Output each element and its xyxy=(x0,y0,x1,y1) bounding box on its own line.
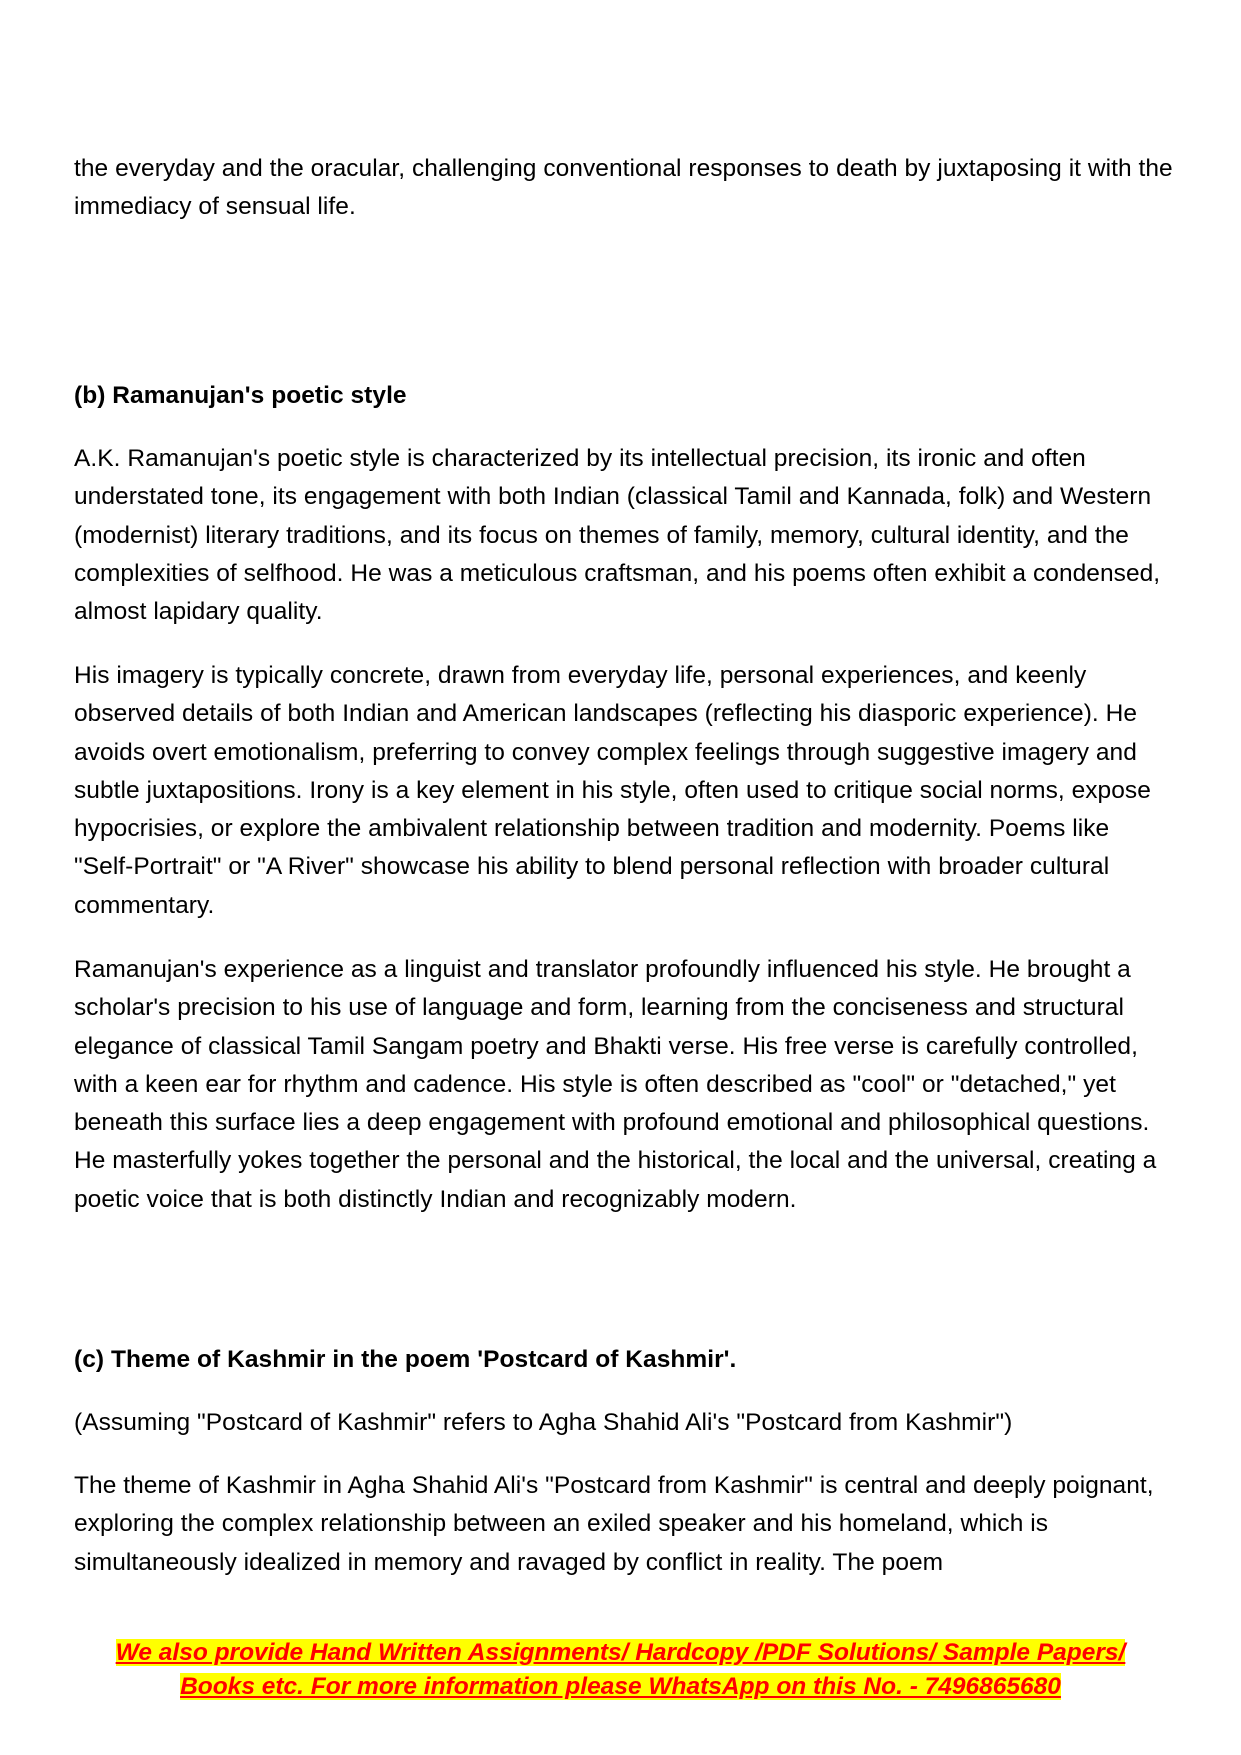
section-c-paragraph-1: (Assuming "Postcard of Kashmir" refers to Agha Shahid Ali's "Postcard from Kashmir") xyxy=(74,1409,1013,1436)
section-b-paragraph-1: A.K. Ramanujan's poetic style is characterized by its intellectual precision, its ironic and often understated tone, its engagement with both Indian (classical Tamil and Kannada, folk) and Western (modernist) literary traditions, and its focus on themes of family, memory, cultural identity, and the complexities of selfhood. He was a meticulous craftsman, and his poems often exhibit a condensed, almost lapidary quality. xyxy=(74,445,1161,626)
section-b-heading: (b) Ramanujan's poetic style xyxy=(74,382,407,409)
document-page xyxy=(74,150,1174,1576)
section-c-paragraph-2: The theme of Kashmir in Agha Shahid Ali's "Postcard from Kashmir" is central and deeply poignant, exploring the complex relationship between an exiled speaker and his homeland, which is simultaneously idealized in memory and ravaged by conflict in reality. The poem xyxy=(74,1472,1154,1576)
footer-line-2: Books etc. For more information please WhatsApp on this No. - 7496865680 xyxy=(180,1673,1061,1700)
section-c-heading: (c) Theme of Kashmir in the poem 'Postcard of Kashmir'. xyxy=(74,1346,737,1373)
section-b-paragraph-3: Ramanujan's experience as a linguist and translator profoundly influenced his style. He brought a scholar's precision to his use of language and form, learning from the conciseness and structural elegance of classical Tamil Sangam poetry and Bhakti verse. His free verse is carefully controlled, with a keen ear for rhythm and cadence. His style is often described as "cool" or "detached," yet beneath this surface lies a deep engagement with profound emotional and philosophical questions. He masterfully yokes together the personal and the historical, the local and the universal, creating a poetic voice that is both distinctly Indian and recognizably modern. xyxy=(74,956,1157,1213)
section-b-paragraph-2: His imagery is typically concrete, drawn from everyday life, personal experiences, and keenly observed details of both Indian and American landscapes (reflecting his diasporic experience). He avoids overt emotionalism, preferring to convey complex feelings through suggestive imagery and subtle juxtapositions. Irony is a key element in his style, often used to critique social norms, expose hypocrisies, or explore the ambivalent relationship between tradition and modernity. Poems like "Self-Portrait" or "A River" showcase his ability to blend personal reflection with broader cultural commentary. xyxy=(74,662,1151,919)
intro-continuation-paragraph: the everyday and the oracular, challenging conventional responses to death by juxtaposing it with the immediacy of sensual life. xyxy=(74,155,1173,221)
footer-line-1: We also provide Hand Written Assignments/ Hardcopy /PDF Solutions/ Sample Papers/ xyxy=(115,1639,1126,1666)
footer-advertisement xyxy=(0,1636,1241,1704)
